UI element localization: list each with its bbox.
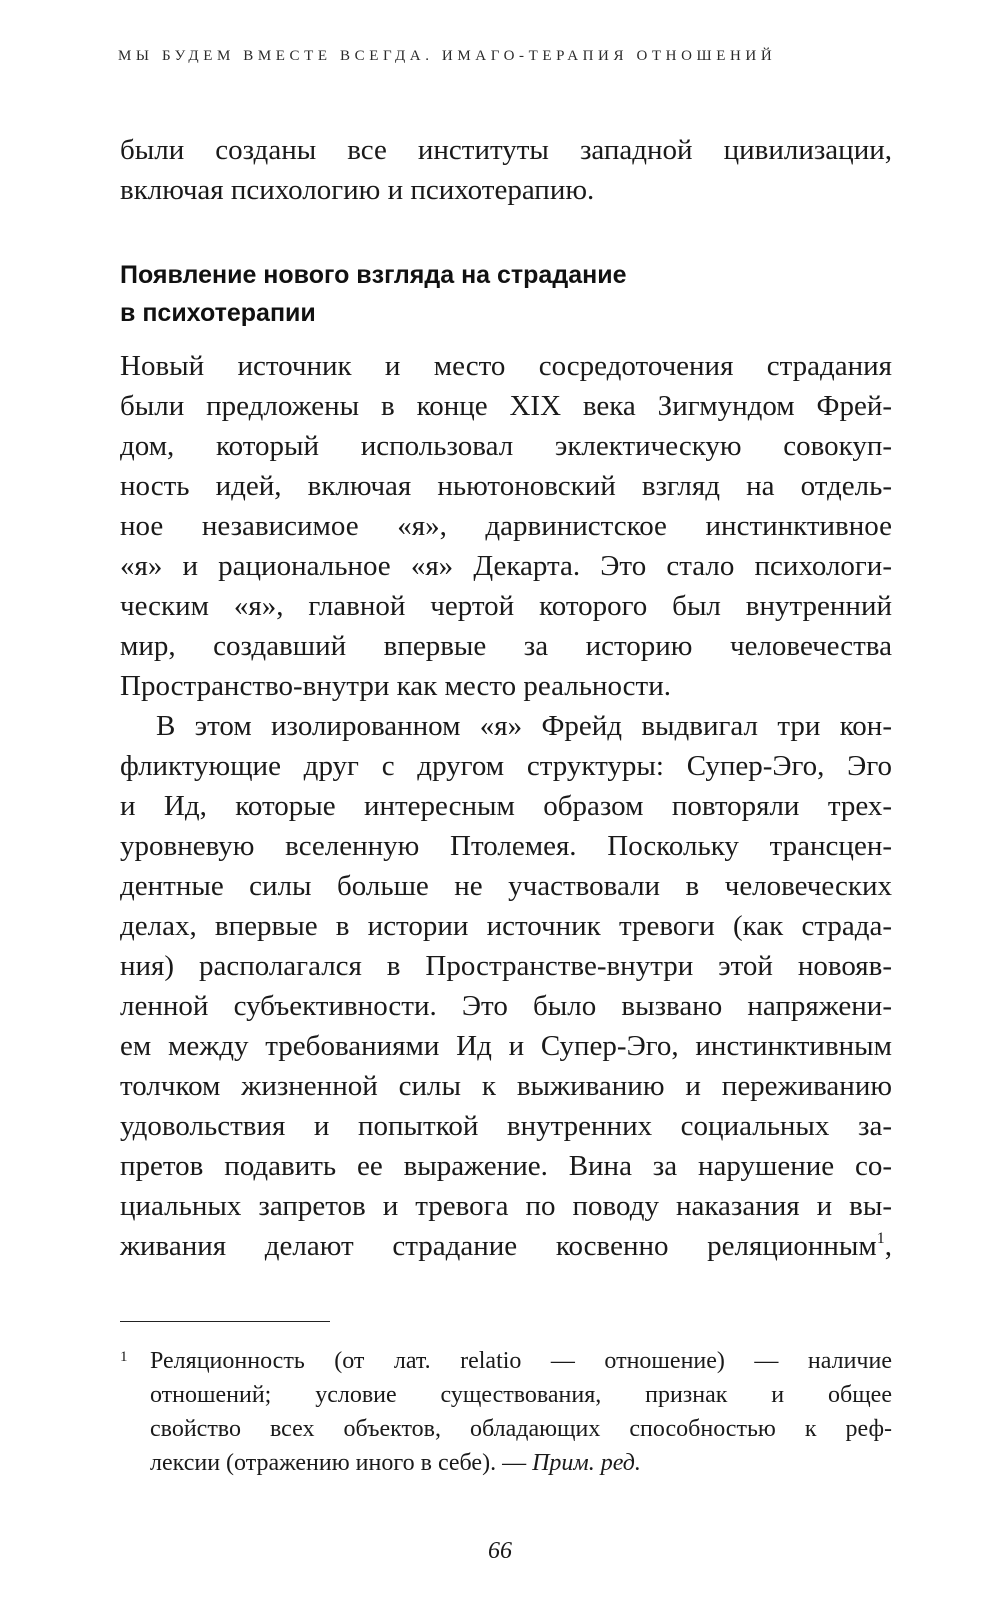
paragraph-line: циальных запретов и тревога по поводу наказания и вы- <box>120 1190 892 1222</box>
running-head: МЫ БУДЕМ ВМЕСТЕ ВСЕГДА. ИМАГО-ТЕРАПИЯ ОТНОШЕНИЙ <box>118 48 777 64</box>
paragraph-line: удовольствия и попыткой внутренних социальных за- <box>120 1110 892 1142</box>
editor-note: Прим. ред. <box>532 1450 641 1476</box>
paragraph-line: ность идей, включая ньютоновский взгляд на отдель- <box>120 470 892 502</box>
paragraph-line: дентные силы больше не участвовали в человеческих <box>120 870 892 902</box>
paragraph-final-punct: , <box>884 1230 892 1262</box>
intro-line: включая психологию и психотерапию. <box>120 174 595 206</box>
footnote-line: отношений; условие существования, признак и общее <box>150 1382 892 1408</box>
page-number: 66 <box>488 1538 512 1564</box>
paragraph-line: были предложены в конце XIX века Зигмундом Фрей- <box>120 390 892 422</box>
intro-paragraph <box>120 130 892 210</box>
paragraph-line: и Ид, которые интересным образом повторяли трех- <box>120 790 892 822</box>
paragraph-line <box>120 1226 892 1266</box>
paragraph-line: ческим «я», главной чертой которого был внутренний <box>120 590 892 622</box>
paragraph-line: делах, впервые в истории источник тревоги (как страда- <box>120 910 892 942</box>
footnote-last-text: лексии (отражению иного в себе). — <box>150 1450 533 1476</box>
heading-line: Появление нового взгляда на страдание <box>120 261 627 289</box>
footnote-line <box>120 1446 892 1480</box>
paragraph-line: дом, который использовал эклектическую совокуп- <box>120 430 892 462</box>
section-heading <box>120 256 892 332</box>
footnote-marker: 1 <box>120 1349 128 1365</box>
paragraph-line: «я» и рациональное «я» Декарта. Это стало психологи- <box>120 550 892 582</box>
paragraph-line: уровневую вселенную Птолемея. Поскольку трансцен- <box>120 830 892 862</box>
heading-line: в психотерапии <box>120 299 316 327</box>
footnote <box>120 1344 892 1480</box>
paragraph-line: мир, создавший впервые за историю человечества <box>120 630 892 662</box>
paragraph-line: фликтующие друг с другом структуры: Супер-Эго, Эго <box>120 750 892 782</box>
paragraph-line: В этом изолированном «я» Фрейд выдвигал три кон- <box>156 710 892 742</box>
paragraph-line: ное независимое «я», дарвинистское инстинктивное <box>120 510 892 542</box>
footnote-divider <box>120 1321 330 1322</box>
paragraph-2 <box>120 706 892 1266</box>
paragraph-final-text: живания делают страдание косвенно реляционным <box>120 1230 877 1262</box>
paragraph-line: претов подавить ее выражение. Вина за нарушение со- <box>120 1150 892 1182</box>
paragraph-line: Пространство-внутри как место реальности. <box>120 670 671 702</box>
page-body <box>120 130 892 1266</box>
paragraph-line: ленной субъективности. Это было вызвано напряжени- <box>120 990 892 1022</box>
footnote-line: свойство всех объектов, обладающих способностью к реф- <box>150 1416 892 1442</box>
footnote-reference[interactable]: 1 <box>876 1230 885 1247</box>
paragraph-line: ем между требованиями Ид и Супер-Эго, инстинктивным <box>120 1030 892 1062</box>
paragraph-line: ния) располагался в Пространстве-внутри этой новояв- <box>120 950 892 982</box>
footnote-line: Реляционность (от лат. relatio — отношение) — наличие <box>150 1348 892 1374</box>
paragraph-line: толчком жизненной силы к выживанию и переживанию <box>120 1070 892 1102</box>
paragraph-line: Новый источник и место сосредоточения страдания <box>120 350 892 382</box>
paragraph-1 <box>120 346 892 706</box>
intro-line: были созданы все институты западной цивилизации, <box>120 134 892 166</box>
